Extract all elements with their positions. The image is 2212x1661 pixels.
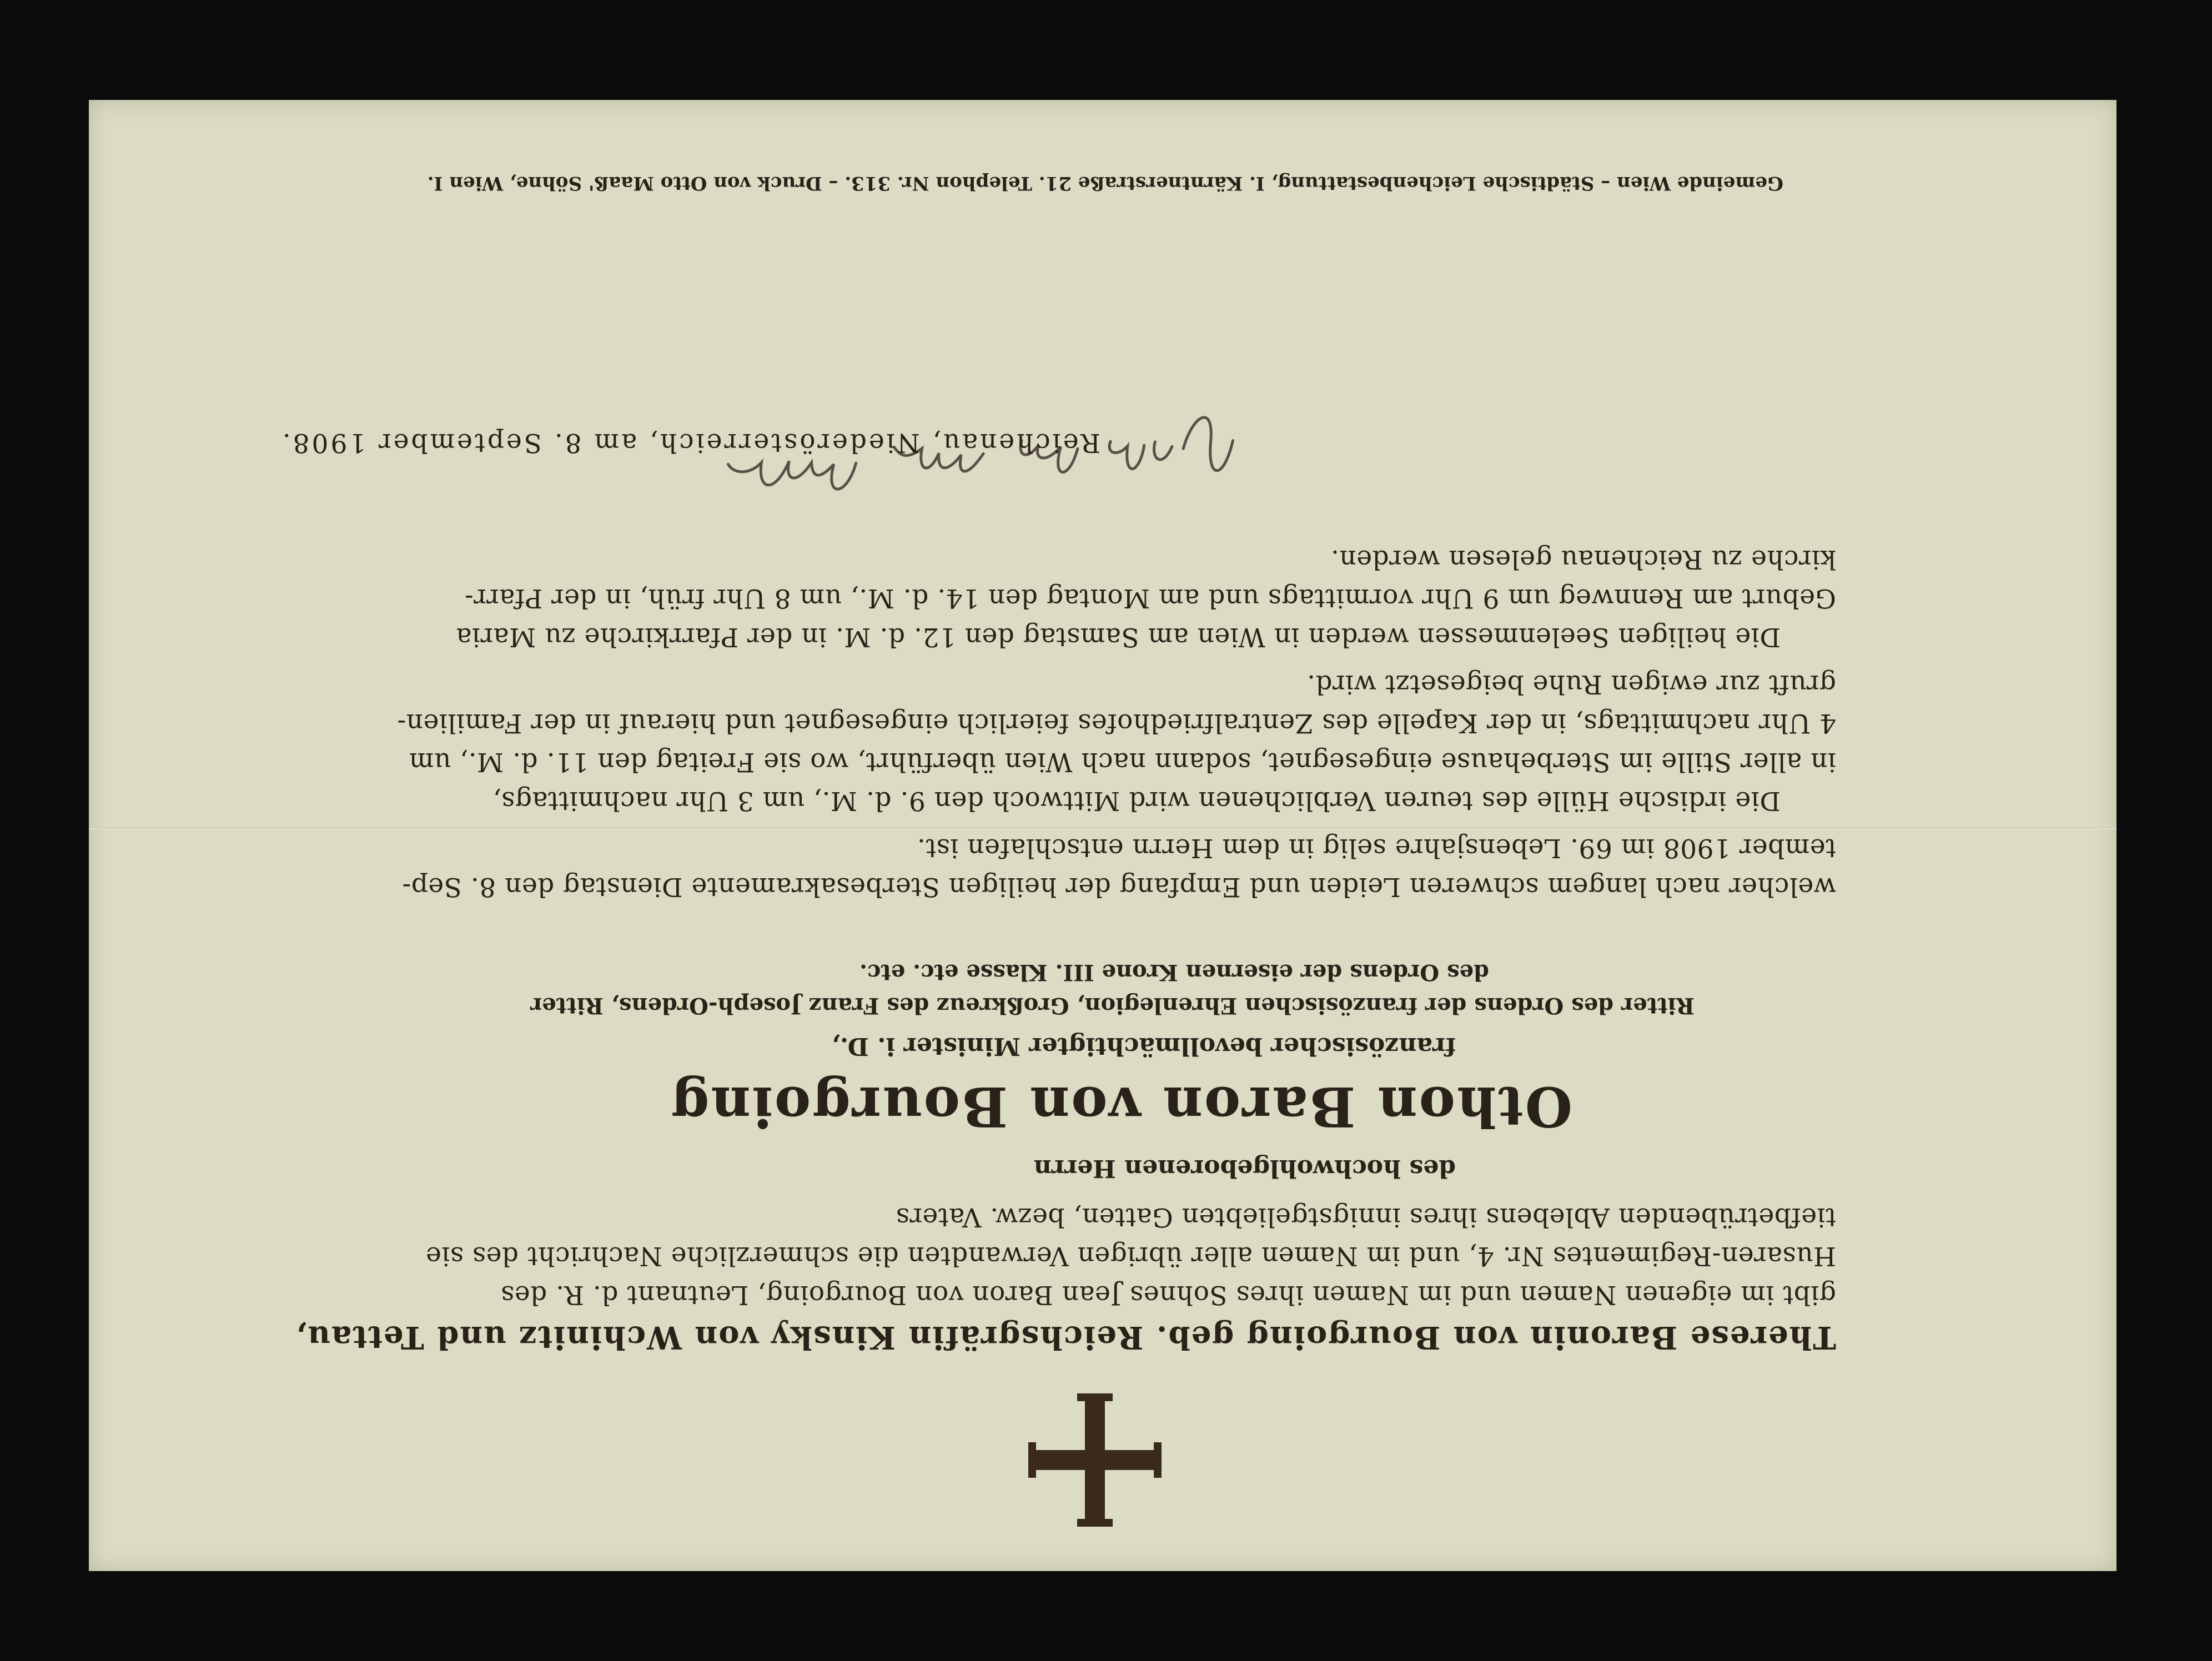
deceased-title: französischer bevollmächtigter Minister i. D., [831, 1032, 1456, 1060]
body-p2-line-1: Die irdische Hülle des teuren Verblichenen wird Mittwoch den 9. d. M., um 3 Uhr nachmittags, [492, 786, 1781, 816]
header-line-3: Husaren-Regimentes Nr. 4, und im Namen aller übrigen Verwandten die schmerzliche Nachricht des sie [425, 1241, 1836, 1271]
body-p2-line-4: gruft zur ewigen Ruhe beigesetzt wird. [1306, 669, 1836, 699]
deceased-intro: des hochwohlgeborenen Herrn [1033, 1154, 1456, 1182]
body-p1-line-2: tember 1908 im 69. Lebensjahre selig in dem Herrn entschlafen ist. [917, 833, 1836, 863]
printed-content [89, 100, 2117, 1571]
cross-icon [1028, 1393, 1162, 1527]
deceased-orders-2: des Ordens der eisernen Krone III. Klasse etc. etc. [859, 959, 1489, 985]
header-line-4: tiefbetrübenden Ablebens ihres innigstgeliebten Gatten, bezw. Vaters [896, 1202, 1836, 1232]
document-page [89, 100, 2117, 1571]
body-p3-line-1: Die heiligen Seelenmessen werden in Wien am Samstag den 12. d. M. in der Pfarrkirche zu Maria [456, 622, 1781, 652]
deceased-name: Othon Baron von Bourgoing [670, 1074, 1572, 1138]
body-p3-line-3: kirche zu Reichenau gelesen werden. [1330, 544, 1836, 575]
header-line-1: Therese Baronin von Bourgoing geb. Reichsgräfin Kinsky von Wchinitz und Tettau, [294, 1319, 1836, 1356]
handwritten-signature [660, 407, 1246, 521]
body-p3-line-2: Geburt am Rennweg um 9 Uhr vormittags und am Montag den 14. d. M., um 8 Uhr früh, in der Pfarr- [464, 583, 1836, 613]
body-p2-line-3: 4 Uhr nachmittags, in der Kapelle des Zentralfriedhofes feierlich eingesegnet und hierauf in der Familien- [396, 708, 1836, 738]
place-date: Reichenau, Niederösterreich, am 8. September 1908. [280, 427, 1100, 458]
header-line-2: gibt im eigenen Namen und im Namen ihres Sohnes Jean Baron von Bourgoing, Leutnant d. R. des [500, 1280, 1836, 1310]
body-p1-line-1: welcher nach langem schweren Leiden und Empfang der heiligen Sterbesakramente Dienstag den 8. Sep- [401, 872, 1836, 902]
printer-footer: Gemeinde Wien – Städtische Leichenbestattung, I. Kärntnerstraße 21. Telephon Nr. 313. – Druck von Otto Maaß' Söhne, Wien I. [427, 172, 1783, 194]
deceased-orders-1: Ritter des Ordens der französischen Ehrenlegion, Großkreuz des Franz Joseph-Ordens, Ritter [530, 993, 1695, 1019]
body-p2-line-2: in aller Stille im Sterbehause eingesegnet, sodann nach Wien überführt, wo sie Freitag den 11. d. M., um [409, 747, 1836, 777]
